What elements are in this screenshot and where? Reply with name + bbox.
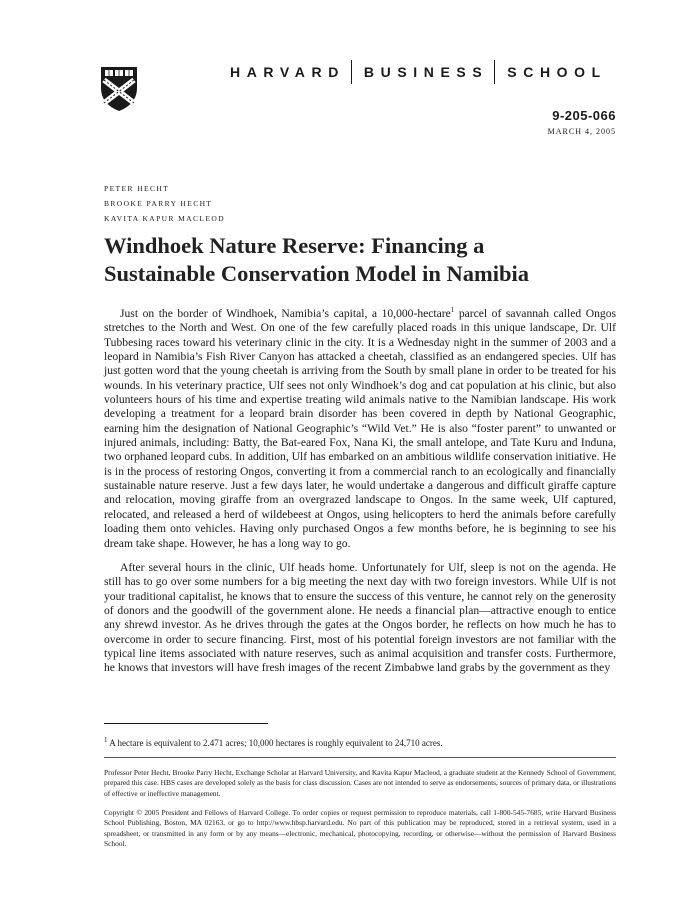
- body-paragraph-1: Just on the border of Windhoek, Namibia’s capital, a 10,000-hectare$^1$ parcel of savannah called Ongos stretches to the North and West. On one of the few carefully placed roads in this unique landscape, Dr. Ulf Tubbesing races toward his veterinary clinic in the city. It is a Wednesday night in the summer of 2003 and a leopard in Namibia’s Fish River Canyon has attacked a cheetah, classified as an endangered species. Ulf has just gotten word that the young cheetah is arriving from the South by small plane in order to be treated for his wounds. In his veterinary practice, Ulf sees not only Windhoek’s dog and cat population at his clinic, but also volunteers hours of his time and expertise treating wild animals native to the Namibian landscape. His work developing a treatment for a leopard brain disorder has been covered in depth by National Geographic, earning him the designation of National Geographic’s “Wild Vet.” He is also “foster parent” to unwanted or injured animals, including: Batty, the Bat-eared Fox, Nana Ki, the small antelope, and Tate Kuru and Induna, two orphaned leopard cubs. In addition, Ulf has embarked on an ambitious wildlife conservation initiative. He is in the process of restoring Ongos, converting it from a commercial ranch to an ecologically and financially sustainable nature reserve. Just a few days later, he would undertake a dangerous and difficult giraffe capture and relocation, moving giraffe from an overgrazed landscape to Ongos. In the same week, Ulf captured, relocated, and released a herd of wildebeest at Ongos, using helicopters to herd the animals before carefully loading them onto vehicles. Having only purchased Ongos a few months before, he is beginning to see his dream take shape. However, he has a long way to go.: [104, 306, 616, 550]
- body-paragraph-2: After several hours in the clinic, Ulf heads home. Unfortunately for Ulf, sleep is not on the agenda. He still has to go over some numbers for a big meeting the next day with two foreign investors. While Ulf is not your traditional capitalist, he knows that to ensure the success of this venture, he cannot rely on the generosity of donors and the goodwill of the government alone. He needs a financial plan—attractive enough to entice any shrewd investor. As he drives through the gates at the Ongos border, he reflects on how much he has to overcome in order to secure financing. First, most of his potential foreign investors are not familiar with the typical line items associated with nature reserves, such as animal acquisition and transfer costs. Furthermore, he knows that investors will have fresh images of the recent Zimbabwe land grabs by the government as they: [104, 560, 616, 675]
- brand-divider: [351, 60, 352, 84]
- footnote-text: A hectare is equivalent to 2.471 acres; 10,000 hectares is roughly equivalent to 24,710 acres.: [107, 738, 443, 748]
- document-number: 9-205-066: [552, 108, 616, 123]
- brand-word-harvard: HARVARD: [230, 64, 345, 80]
- brand-divider: [494, 60, 495, 84]
- case-title: [104, 232, 624, 288]
- footnote-divider: [104, 723, 268, 724]
- institution-name: [230, 59, 620, 85]
- footnote-marker: 1: [104, 736, 108, 744]
- document-date: MARCH 4, 2005: [547, 127, 616, 136]
- footnote-reference[interactable]: 1: [450, 306, 455, 315]
- case-title-line-2: Sustainable Conservation Model in Namibia: [104, 261, 530, 286]
- author-list: [104, 181, 225, 226]
- copyright-notice: Copyright © 2005 President and Fellows of Harvard College. To order copies or request permission to reproduce materials, call 1-800-545-7685, write Harvard Business School Publishing, Boston, MA 02163, or go to http://www.hbsp.harvard.edu. No part of this publication may be reproduced, stored in a retrieval system, used in a spreadsheet, or transmitted in any form or by any means—electronic, mechanical, photocopying, recording, or otherwise—without the permission of Harvard Business School.: [104, 808, 616, 848]
- case-body: [104, 307, 616, 686]
- case-title-line-1: Windhoek Nature Reserve: Financing a: [104, 233, 485, 258]
- author-name: KAVITA KAPUR MACLEOD: [104, 214, 226, 223]
- author-disclaimer: Professor Peter Hecht, Brooke Parry Hecht, Exchange Scholar at Harvard University, and Kavita Kapur Macleod, a graduate student at the Kennedy School of Government, prepared this case. HBS cases are developed solely as the basis for class discussion. Cases are not intended to serve as endorsements, sources of primary data, or illustrations of effective or ineffective management.: [104, 768, 616, 798]
- author-name: BROOKE PARRY HECHT: [104, 199, 213, 208]
- footer-divider: [104, 757, 616, 758]
- brand-word-business: BUSINESS: [363, 64, 489, 80]
- harvard-shield-icon: [100, 66, 138, 112]
- author-name: PETER HECHT: [104, 184, 170, 193]
- brand-word-school: SCHOOL: [507, 64, 607, 80]
- footnote: [104, 738, 443, 748]
